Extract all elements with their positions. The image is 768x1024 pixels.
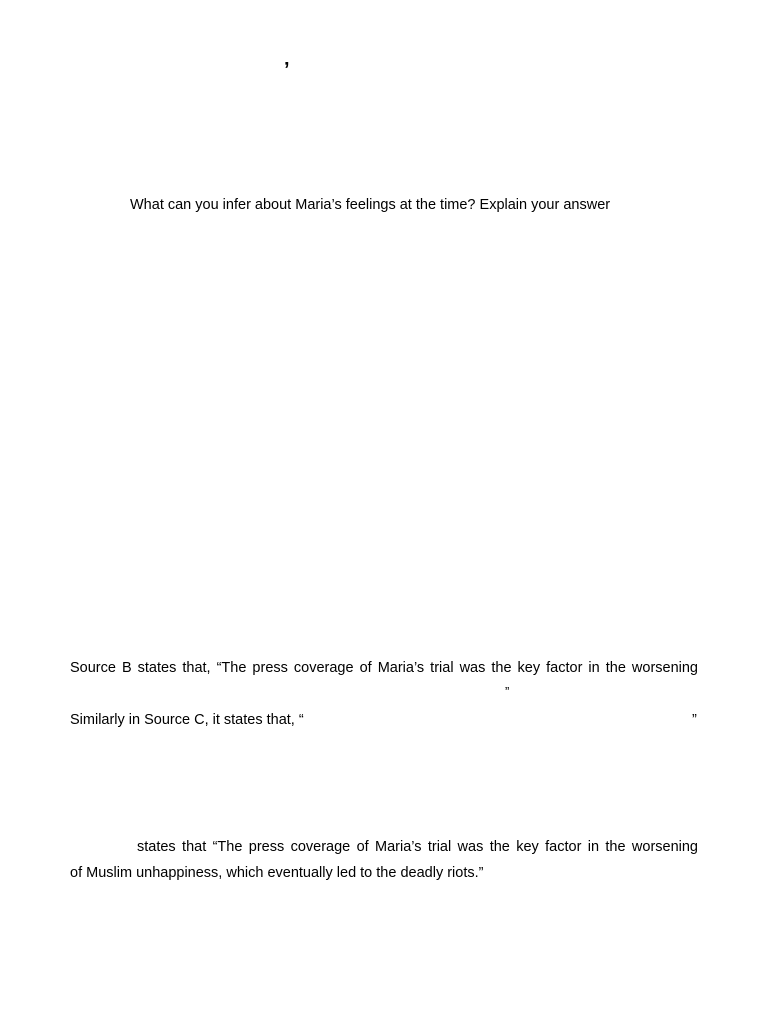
stray-comma-mark: ’ [284, 59, 290, 81]
source-b-closing-quote: ” [505, 684, 510, 699]
question-text: What can you infer about Maria’s feelings at the time? Explain your answer [130, 197, 611, 213]
source-b-line-1: Source B states that, “The press coverage of Maria’s trial was the key factor in the worsening [70, 660, 698, 676]
final-paragraph-line-2: of Muslim unhappiness, which eventually led to the deadly riots.” [70, 865, 484, 881]
source-c-lead: Similarly in Source C, it states that, “ [70, 712, 304, 728]
source-c-closing-quote: ” [692, 712, 697, 728]
final-paragraph-line-1: states that “The press coverage of Maria’s trial was the key factor in the worsening [137, 839, 698, 855]
